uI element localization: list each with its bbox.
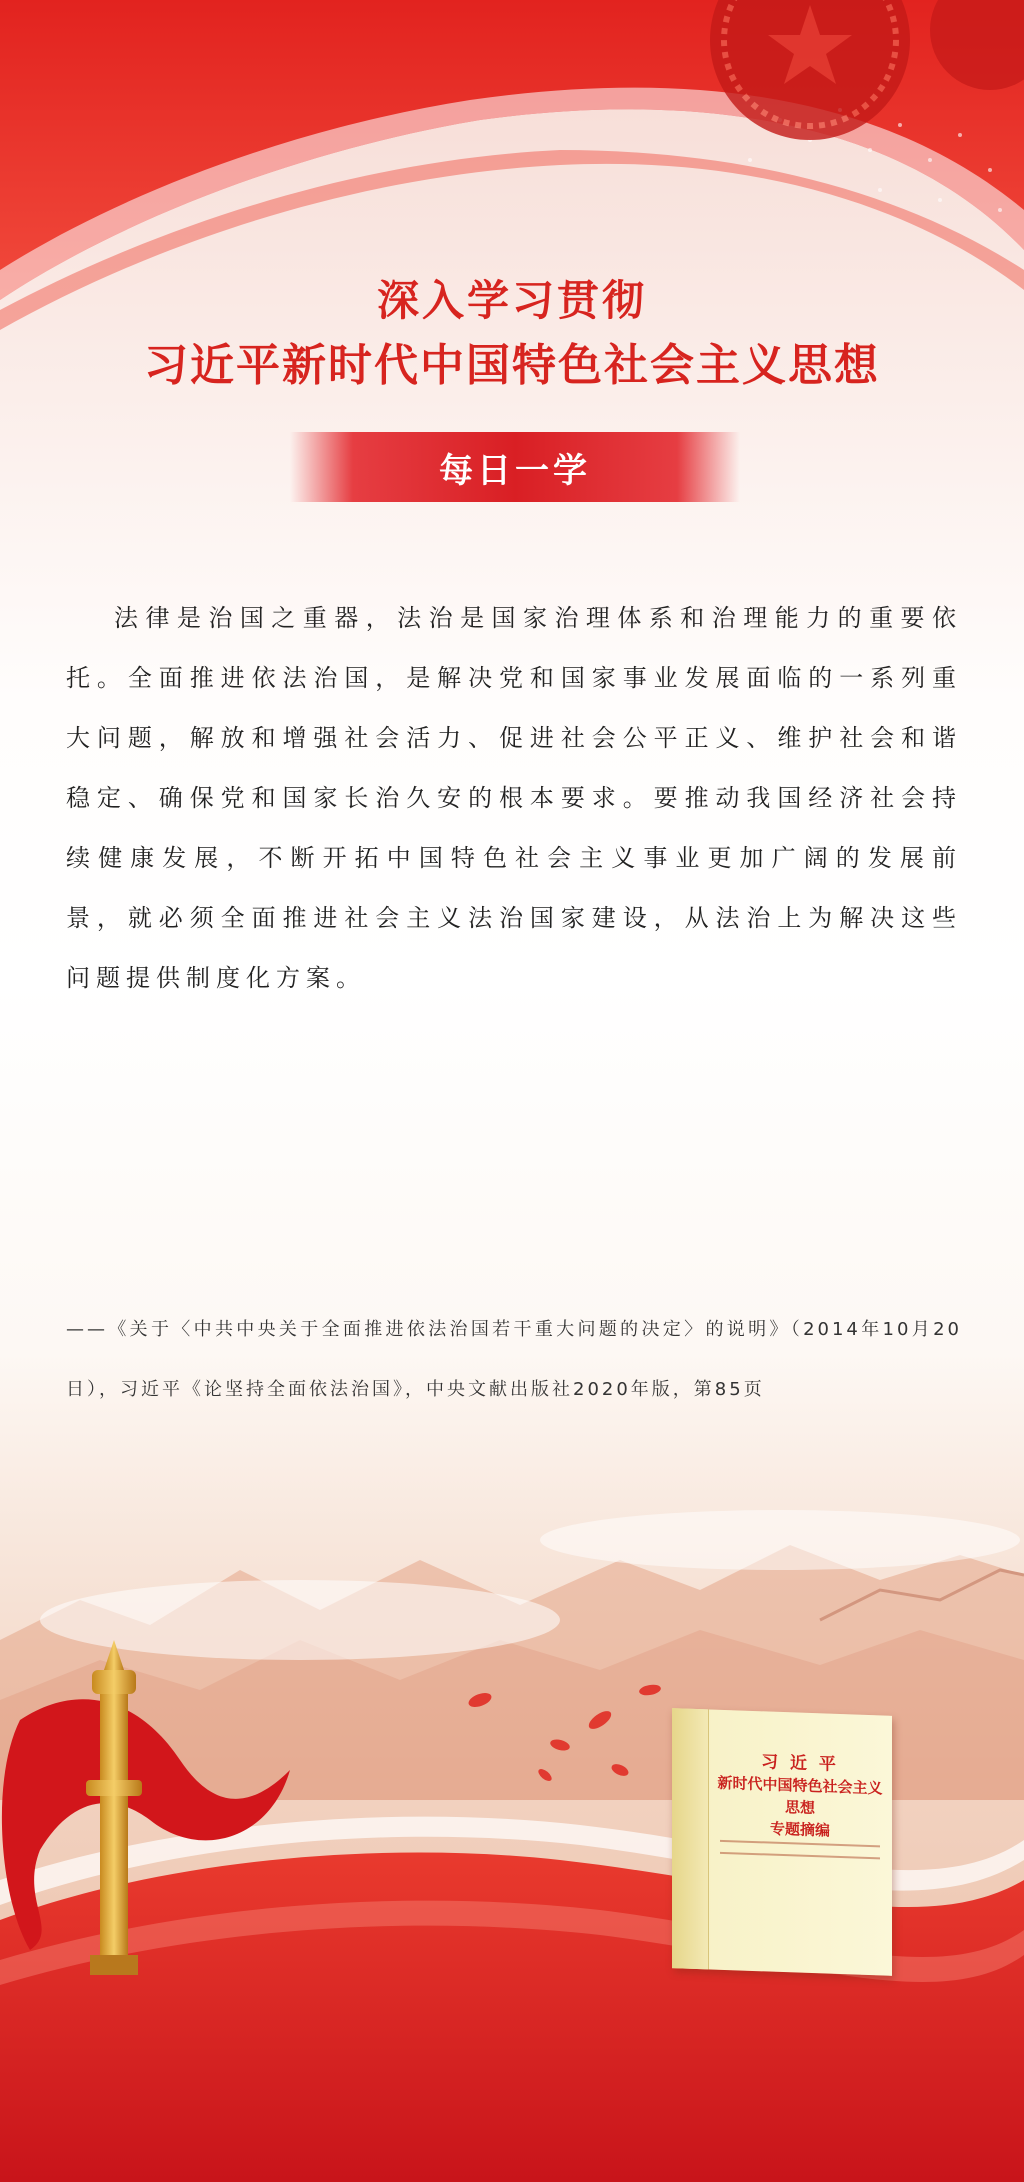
page-title <box>0 270 1024 400</box>
book-cover-image <box>672 1708 892 1976</box>
quote-paragraph: 法律是治国之重器，法治是国家治理体系和治理能力的重要依托。全面推进依法治国，是解决党和国家事业发展面临的一系列重大问题，解放和增强社会活力、促进社会公平正义、维护社会和谐稳定、确保党和国家长治久安的根本要求。要推动我国经济社会持续健康发展，不断开拓中国特色社会主义事业更加广阔的发展前景，就必须全面推进社会主义法治国家建设，从法治上为解决这些问题提供制度化方案。 <box>66 604 962 992</box>
book-publisher-line <box>720 1852 880 1860</box>
book-title-line-1: 习 近 平 <box>761 1752 839 1775</box>
title-line-2: 习近平新时代中国特色社会主义思想 <box>144 340 880 391</box>
book-spine <box>672 1708 709 1969</box>
book-title-line-2: 新时代中国特色社会主义思想 <box>717 1773 883 1818</box>
title-line-1: 深入学习贯彻 <box>376 276 647 325</box>
daily-study-banner <box>290 432 740 502</box>
book-title <box>712 1750 888 1844</box>
banner-label: 每日一学 <box>439 450 591 491</box>
book-title-line-3: 专题摘编 <box>769 1819 830 1840</box>
source-citation: ——《关于〈中共中央关于全面推进依法治国若干重大问题的决定〉的说明》（2014年10月20日），习近平《论坚持全面依法治国》，中央文献出版社2020年版，第85页 <box>66 1319 962 1400</box>
